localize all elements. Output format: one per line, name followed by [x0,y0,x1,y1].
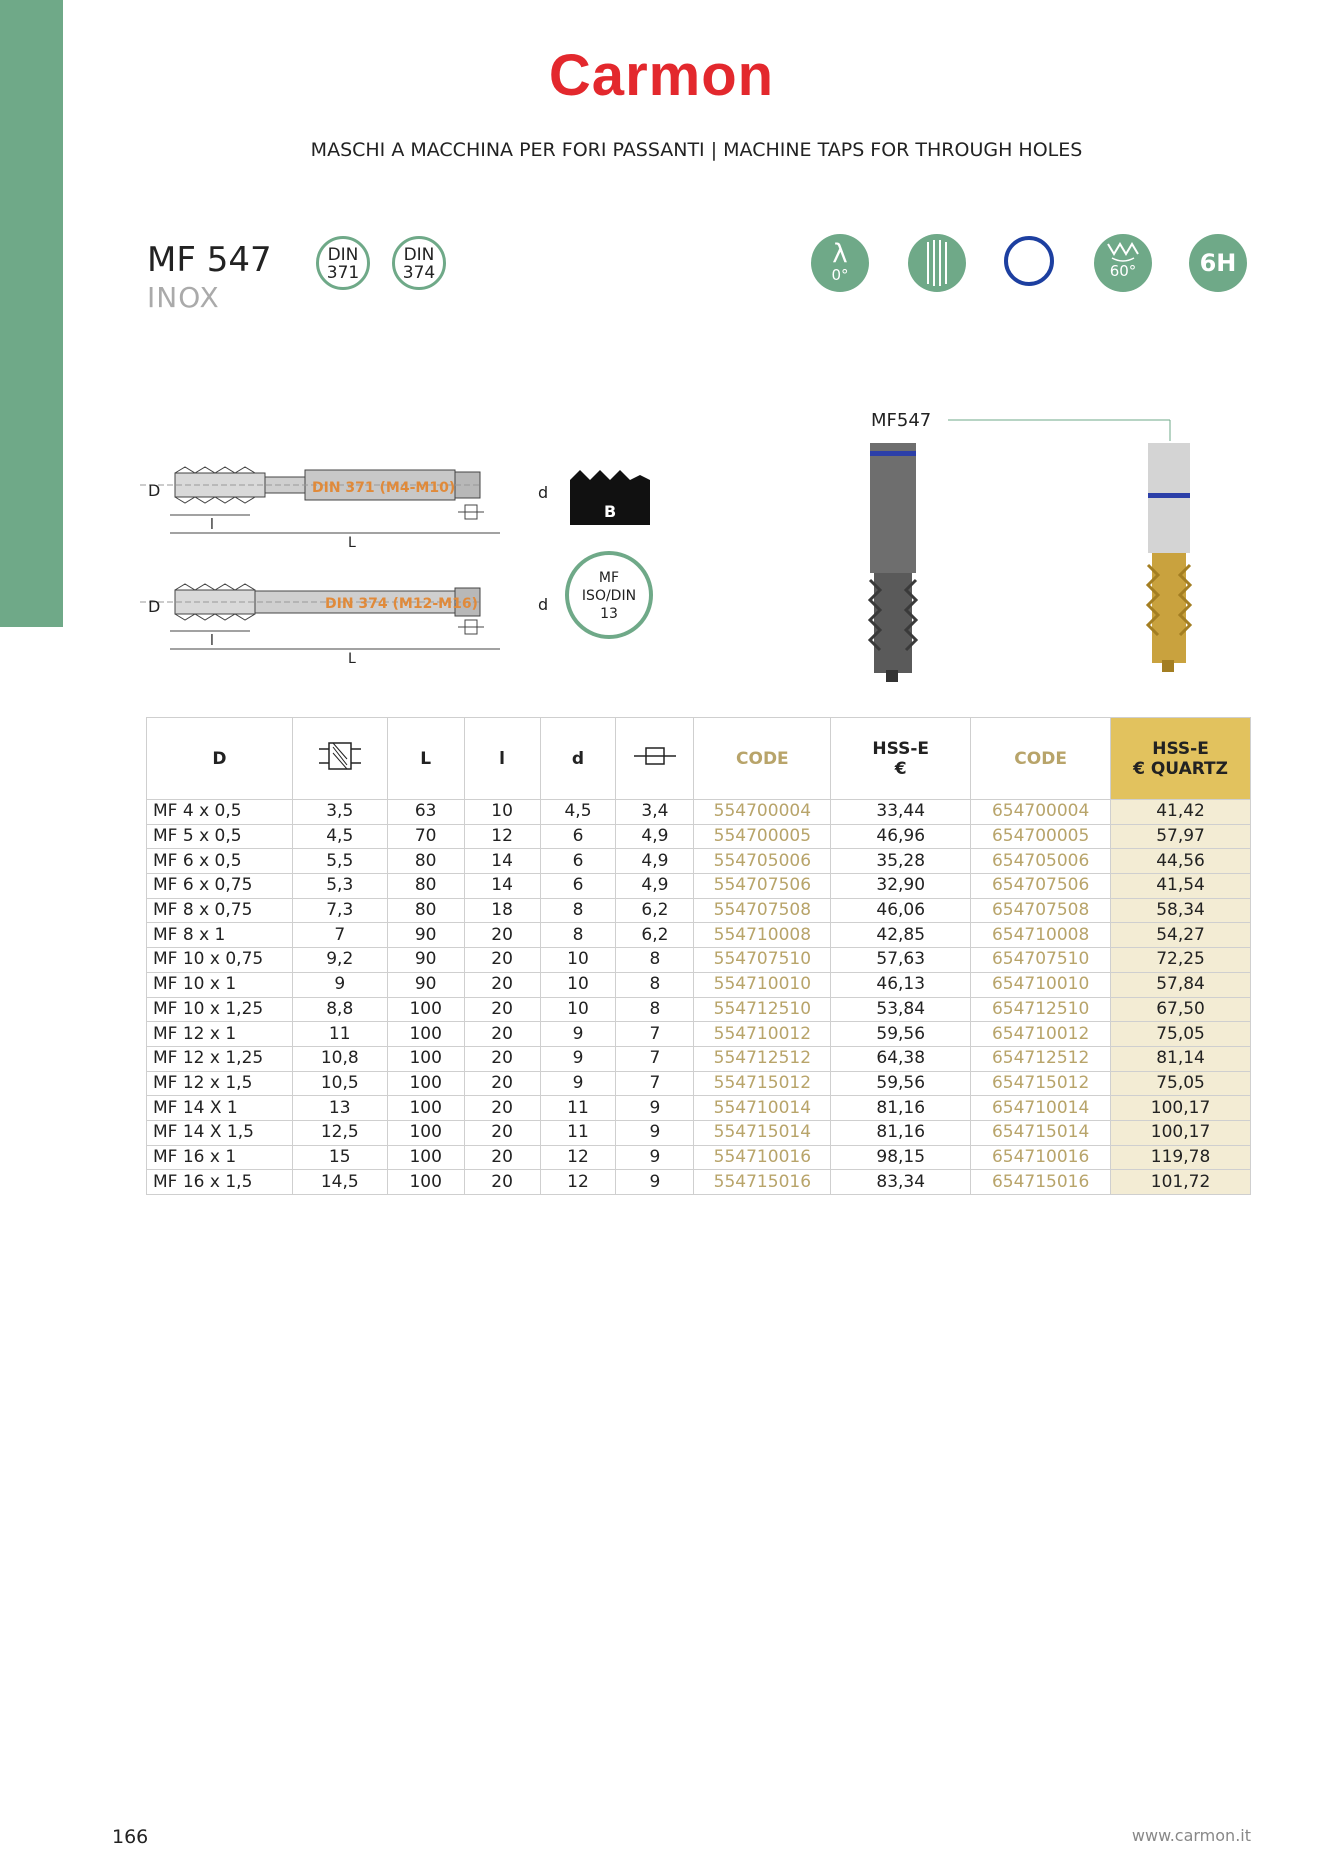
cell-code-quartz[interactable]: 654715012 [971,1071,1111,1096]
cell-thread-size: MF 16 x 1,5 [147,1170,293,1195]
cell-code-hss[interactable]: 554707506 [694,874,831,899]
cell-shank-diameter: 9 [540,1046,616,1071]
cell-code-hss[interactable]: 554700004 [694,800,831,825]
table-row [147,1046,1251,1071]
table-row [147,1071,1251,1096]
cell-price-hss: 64,38 [831,1046,971,1071]
cell-total-length: 90 [387,923,464,948]
cell-code-quartz[interactable]: 654707510 [971,948,1111,973]
square-drive-icon [632,744,678,768]
cell-code-hss[interactable]: 554710008 [694,923,831,948]
cell-price-hss: 81,16 [831,1120,971,1145]
cell-shank-diameter: 12 [540,1145,616,1170]
cell-square: 8 [616,948,694,973]
cell-code-quartz[interactable]: 654710008 [971,923,1111,948]
cell-price-quartz: 57,97 [1111,824,1251,849]
cell-price-quartz: 75,05 [1111,1071,1251,1096]
standard-line1: MF [598,570,620,586]
cell-total-length: 100 [387,1046,464,1071]
cell-price-quartz: 57,84 [1111,972,1251,997]
cell-core-diameter: 11 [292,1022,387,1047]
cell-price-quartz: 67,50 [1111,997,1251,1022]
cell-price-quartz: 100,17 [1111,1120,1251,1145]
cell-price-hss: 46,13 [831,972,971,997]
cell-total-length: 80 [387,898,464,923]
table-row [147,824,1251,849]
cell-price-quartz: 119,78 [1111,1145,1251,1170]
cell-price-hss: 98,15 [831,1145,971,1170]
cell-core-diameter: 14,5 [292,1170,387,1195]
cell-square: 7 [616,1022,694,1047]
cell-square: 4,9 [616,874,694,899]
cell-shank-diameter: 6 [540,824,616,849]
cell-code-hss[interactable]: 554715012 [694,1071,831,1096]
cell-square: 8 [616,972,694,997]
cell-square: 6,2 [616,898,694,923]
din-371-badge [316,236,370,290]
cell-total-length: 63 [387,800,464,825]
cell-code-hss[interactable]: 554715014 [694,1120,831,1145]
cell-core-diameter: 12,5 [292,1120,387,1145]
cell-shank-diameter: 9 [540,1022,616,1047]
cell-shank-diameter: 12 [540,1170,616,1195]
cell-shank-diameter: 11 [540,1120,616,1145]
cell-square: 7 [616,1046,694,1071]
cell-thread-length: 20 [464,997,540,1022]
cell-thread-size: MF 6 x 0,5 [147,849,293,874]
cell-code-hss[interactable]: 554707510 [694,948,831,973]
thread-angle-icon [1094,234,1152,292]
cell-core-diameter: 4,5 [292,824,387,849]
tolerance-6h-badge: 6H [1189,234,1247,292]
cell-core-diameter: 10,8 [292,1046,387,1071]
cell-shank-diameter: 9 [540,1071,616,1096]
cell-core-diameter: 10,5 [292,1071,387,1096]
cell-code-hss[interactable]: 554707508 [694,898,831,923]
cell-code-quartz[interactable]: 654712512 [971,1046,1111,1071]
cell-thread-size: MF 5 x 0,5 [147,824,293,849]
table-row [147,923,1251,948]
din-374-badge [392,236,446,290]
cell-square: 4,9 [616,824,694,849]
cell-code-hss[interactable]: 554705006 [694,849,831,874]
cell-total-length: 100 [387,997,464,1022]
dim-d-2: d [538,595,549,614]
cell-price-quartz: 72,25 [1111,948,1251,973]
cell-thread-length: 20 [464,1170,540,1195]
photo-label: MF547 [871,410,932,431]
din-374-line2: 374 [402,263,436,283]
din-374-line1: DIN [403,245,435,265]
col-header-quartz-price [1111,718,1251,800]
cell-core-diameter: 7,3 [292,898,387,923]
straight-flutes-icon [908,234,966,292]
cell-thread-size: MF 10 x 1 [147,972,293,997]
table-row [147,849,1251,874]
technical-drawings [140,405,670,685]
table-row [147,972,1251,997]
table-row [147,874,1251,899]
table-header-row [147,718,1251,800]
cell-thread-size: MF 16 x 1 [147,1145,293,1170]
cell-thread-size: MF 14 X 1,5 [147,1120,293,1145]
table-row [147,1120,1251,1145]
cell-square: 9 [616,1170,694,1195]
cell-thread-size: MF 10 x 1,25 [147,997,293,1022]
cell-thread-length: 20 [464,1071,540,1096]
cell-code-hss[interactable]: 554710016 [694,1145,831,1170]
rake-angle-icon [811,234,869,292]
cell-thread-size: MF 8 x 1 [147,923,293,948]
cell-code-hss[interactable]: 554715016 [694,1170,831,1195]
dim-d-1: d [538,483,549,502]
flutes-lines-icon [908,234,966,292]
dim-D-2: D [148,597,161,616]
col-header-hss-price [831,718,971,800]
cell-code-quartz[interactable]: 654705006 [971,849,1111,874]
cell-thread-length: 20 [464,1120,540,1145]
table-row [147,997,1251,1022]
cell-price-hss: 57,63 [831,948,971,973]
cell-price-hss: 81,16 [831,1096,971,1121]
din371-label: DIN 371 (M4-M10) [312,480,456,496]
form-b-label: B [604,502,617,521]
coating-ring-icon [1004,236,1054,286]
cell-code-hss[interactable]: 554712510 [694,997,831,1022]
col-header-code-hss: CODE [694,718,831,800]
cell-code-hss[interactable]: 554712512 [694,1046,831,1071]
cell-code-quartz[interactable]: 654710012 [971,1022,1111,1047]
cell-total-length: 100 [387,1170,464,1195]
din-371-line1: DIN [327,245,359,265]
col-header-d: d [540,718,616,800]
table-row [147,1022,1251,1047]
cell-price-hss: 59,56 [831,1071,971,1096]
cell-price-hss: 53,84 [831,997,971,1022]
cell-square: 7 [616,1071,694,1096]
cell-code-hss[interactable]: 554700005 [694,824,831,849]
cell-thread-length: 14 [464,874,540,899]
cell-core-diameter: 15 [292,1145,387,1170]
din371-tap-drawing [140,467,500,533]
cell-square: 3,4 [616,800,694,825]
cell-total-length: 100 [387,1096,464,1121]
cell-code-hss[interactable]: 554710010 [694,972,831,997]
cell-thread-size: MF 6 x 0,75 [147,874,293,899]
cell-thread-length: 20 [464,923,540,948]
cell-thread-length: 20 [464,1145,540,1170]
cell-square: 9 [616,1120,694,1145]
cell-total-length: 100 [387,1022,464,1047]
cell-price-hss: 33,44 [831,800,971,825]
col-header-square [616,718,694,800]
cell-shank-diameter: 6 [540,874,616,899]
cell-code-quartz[interactable]: 654707508 [971,898,1111,923]
col-header-code-quartz: CODE [971,718,1111,800]
din374-tap-drawing [140,584,500,649]
core-diameter-icon [315,739,365,773]
table-row [147,1096,1251,1121]
cell-thread-length: 20 [464,972,540,997]
cell-thread-length: 10 [464,800,540,825]
cell-shank-diameter: 10 [540,972,616,997]
cell-total-length: 100 [387,1071,464,1096]
cell-code-quartz[interactable]: 654715014 [971,1120,1111,1145]
cell-code-quartz[interactable]: 654712510 [971,997,1111,1022]
cell-shank-diameter: 4,5 [540,800,616,825]
cell-core-diameter: 5,5 [292,849,387,874]
cell-code-quartz[interactable]: 654710016 [971,1145,1111,1170]
cell-core-diameter: 7 [292,923,387,948]
cell-total-length: 100 [387,1145,464,1170]
quartz-header-line1: HSS-E [1152,738,1209,759]
cell-code-quartz[interactable]: 654700005 [971,824,1111,849]
cell-shank-diameter: 8 [540,898,616,923]
cell-square: 8 [616,997,694,1022]
cell-price-quartz: 81,14 [1111,1046,1251,1071]
gold-tap-image [1148,443,1190,672]
cell-price-quartz: 75,05 [1111,1022,1251,1047]
cell-total-length: 80 [387,874,464,899]
cell-thread-size: MF 12 x 1 [147,1022,293,1047]
quartz-header-line2: € QUARTZ [1133,758,1228,779]
table-row [147,948,1251,973]
cell-code-quartz[interactable]: 654700004 [971,800,1111,825]
cell-price-hss: 46,06 [831,898,971,923]
din374-label: DIN 374 (M12-M16) [325,596,478,612]
standard-line3: 13 [600,606,618,622]
cell-core-diameter: 9,2 [292,948,387,973]
dim-l-1: l [210,517,214,533]
hss-header-line1: HSS-E [872,738,930,759]
cell-thread-size: MF 12 x 1,25 [147,1046,293,1071]
cell-shank-diameter: 11 [540,1096,616,1121]
cell-price-quartz: 44,56 [1111,849,1251,874]
cell-thread-size: MF 8 x 0,75 [147,898,293,923]
cell-code-quartz[interactable]: 654710010 [971,972,1111,997]
cell-total-length: 90 [387,948,464,973]
cell-code-quartz[interactable]: 654715016 [971,1170,1111,1195]
cell-code-hss[interactable]: 554710012 [694,1022,831,1047]
cell-thread-size: MF 4 x 0,5 [147,800,293,825]
thread-profile-icon [1094,234,1152,264]
lambda-angle: 0° [831,266,849,284]
col-header-core-diameter [292,718,387,800]
product-model: MF 547 [147,240,272,280]
cell-price-quartz: 41,42 [1111,800,1251,825]
cell-total-length: 90 [387,972,464,997]
cell-shank-diameter: 8 [540,923,616,948]
dim-l-2: l [210,633,214,649]
col-header-l: l [464,718,540,800]
cell-total-length: 70 [387,824,464,849]
dim-D-1: D [148,481,161,500]
cell-core-diameter: 9 [292,972,387,997]
thread-angle-value: 60° [1109,262,1137,280]
cell-code-hss[interactable]: 554710014 [694,1096,831,1121]
cell-square: 4,9 [616,849,694,874]
table-row [147,898,1251,923]
cell-price-hss: 46,96 [831,824,971,849]
din-371-line2: 371 [326,263,360,283]
cell-thread-size: MF 12 x 1,5 [147,1071,293,1096]
cell-thread-length: 20 [464,1046,540,1071]
cell-thread-length: 18 [464,898,540,923]
cell-square: 9 [616,1096,694,1121]
table-row [147,1170,1251,1195]
cell-core-diameter: 5,3 [292,874,387,899]
cell-square: 6,2 [616,923,694,948]
col-header-D: D [147,718,293,800]
cell-price-hss: 32,90 [831,874,971,899]
page-subtitle: MASCHI A MACCHINA PER FORI PASSANTI | MACHINE TAPS FOR THROUGH HOLES [310,139,1083,161]
dim-L-2: L [348,651,356,667]
cell-price-hss: 83,34 [831,1170,971,1195]
cell-price-hss: 59,56 [831,1022,971,1047]
table-row [147,800,1251,825]
cell-square: 9 [616,1145,694,1170]
cell-price-quartz: 58,34 [1111,898,1251,923]
product-material: INOX [147,281,220,314]
cell-price-quartz: 54,27 [1111,923,1251,948]
standard-line2: ISO/DIN [581,588,637,604]
cell-thread-length: 20 [464,1096,540,1121]
grey-tap-image [870,443,916,682]
cell-core-diameter: 13 [292,1096,387,1121]
cell-thread-length: 20 [464,948,540,973]
hss-header-line2: € [894,758,907,779]
cell-shank-diameter: 6 [540,849,616,874]
cell-price-quartz: 101,72 [1111,1170,1251,1195]
cell-thread-length: 20 [464,1022,540,1047]
cell-thread-length: 14 [464,849,540,874]
cell-price-hss: 42,85 [831,923,971,948]
cell-thread-size: MF 14 X 1 [147,1096,293,1121]
col-header-L: L [387,718,464,800]
cell-shank-diameter: 10 [540,997,616,1022]
cell-total-length: 80 [387,849,464,874]
cell-price-quartz: 41,54 [1111,874,1251,899]
cell-price-quartz: 100,17 [1111,1096,1251,1121]
cell-price-hss: 35,28 [831,849,971,874]
cell-code-quartz[interactable]: 654710014 [971,1096,1111,1121]
cell-shank-diameter: 10 [540,948,616,973]
product-photo [860,405,1240,695]
cell-code-quartz[interactable]: 654707506 [971,874,1111,899]
cell-core-diameter: 8,8 [292,997,387,1022]
cell-core-diameter: 3,5 [292,800,387,825]
cell-thread-size: MF 10 x 0,75 [147,948,293,973]
page-number: 166 [112,1826,149,1848]
lambda-symbol: λ [832,239,848,269]
cell-thread-length: 12 [464,824,540,849]
website-link[interactable]: www.carmon.it [1131,1826,1251,1845]
spec-table [146,717,1251,1195]
table-row [147,1145,1251,1170]
cell-total-length: 100 [387,1120,464,1145]
brand-logo: Carmon [548,43,775,108]
dim-L-1: L [348,535,356,551]
